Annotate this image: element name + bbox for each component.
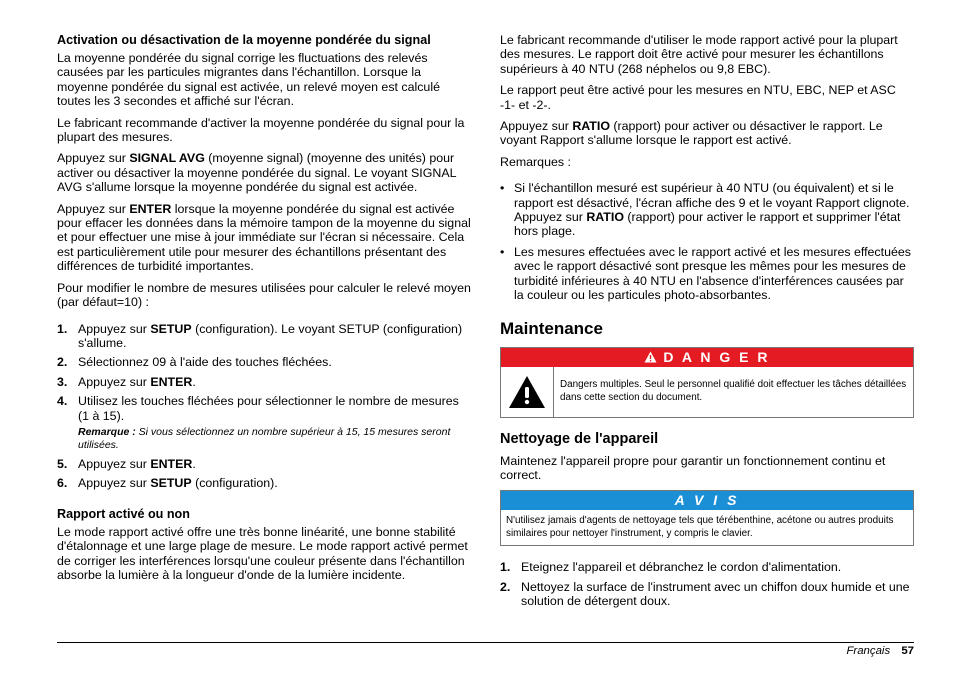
step-number: 2. (57, 355, 68, 370)
notice-box (500, 490, 914, 546)
key-name: ENTER (129, 201, 172, 216)
text: . (192, 374, 196, 389)
step-item (57, 375, 471, 389)
step-item (500, 560, 914, 574)
text: (rapport) pour activer ou désactiver le rapport. Le voyant Rapport s'allume lorsque le rapport est activé. (500, 119, 883, 148)
paragraph: Remarques : (500, 154, 571, 169)
danger-header (501, 348, 913, 367)
section-title-cleaning: Nettoyage de l'appareil (500, 430, 659, 447)
text: (rapport) pour activer le rapport et supprimer l'état hors plage. (514, 210, 901, 239)
paragraph (57, 202, 471, 274)
danger-label: D A N G E R (663, 348, 770, 365)
paragraph (500, 119, 914, 148)
section-title-maintenance: Maintenance (500, 318, 603, 338)
step-item (57, 457, 471, 471)
text: Eteignez l'appareil et débranchez le cordon d'alimentation. (521, 560, 842, 575)
text: Appuyez sur (78, 456, 151, 471)
danger-text: Dangers multiples. Seul le personnel qualifié doit effectuer les tâches détaillées dans cette section du document. (560, 378, 907, 403)
key-name: SETUP (150, 321, 192, 336)
key-name: RATIO (586, 210, 624, 225)
paragraph: Maintenez l'appareil propre pour garantir un fonctionnement continu et correct. (500, 453, 886, 482)
note-text: Si vous sélectionnez un nombre supérieur à 15, 15 mesures seront utilisées. (78, 425, 451, 451)
text: Appuyez sur (78, 476, 151, 491)
footer-divider (57, 642, 914, 643)
right-column (500, 33, 914, 614)
steps-list (57, 322, 471, 491)
step-number: 2. (500, 579, 511, 594)
text: Sélectionnez 09 à l'aide des touches fléchées. (78, 355, 332, 370)
text: Appuyez sur (500, 119, 573, 134)
cleaning-steps-list (500, 560, 914, 608)
step-item (57, 476, 471, 490)
step-item (500, 580, 914, 609)
step-number: 3. (57, 374, 68, 389)
text: Les mesures effectuées avec le rapport activé et les mesures effectuées avec le rapport désactivé sont presque les mêmes pour les mesures de turbidité inférieures à 40 NTU en l'absence d'interférences causées par la couleur ou les particules photo-absorbantes. (514, 244, 911, 303)
notice-text: N'utilisez jamais d'agents de nettoyage tels que térébenthine, acétone ou autres produits similaires pour nettoyer l'instrument, y compris le clavier. (506, 515, 894, 540)
key-name: SETUP (150, 476, 192, 491)
page-number: 57 (901, 645, 914, 657)
key-name: SIGNAL AVG (129, 151, 205, 166)
text: . (192, 456, 196, 471)
paragraph: La moyenne pondérée du signal corrige les fluctuations des relevés causées par les particules migrantes dans l'échantillon. Lorsque la moyenne pondérée du signal est activée, un relevé moyen est calculé toutes les 3 secondes et affiché sur l'écran. (57, 51, 440, 109)
list-item (500, 245, 914, 303)
text: Appuyez sur (57, 151, 130, 166)
step-item (57, 394, 471, 452)
footer-language: Français (846, 645, 891, 657)
step-item (57, 355, 471, 369)
text: (configuration). Le voyant SETUP (configuration) s'allume. (78, 321, 463, 350)
key-name: ENTER (150, 456, 193, 471)
section-title-ratio: Rapport activé ou non (57, 506, 190, 521)
page-footer (846, 644, 914, 658)
paragraph: Le mode rapport activé offre une très bonne linéarité, une bonne stabilité d'étalonnage et une large plage de mesure. Le mode rapport activé permet de corriger les interférences lorsqu'une couleur présente dans l'échantillon absorbe la lumière à la longueur d'onde de la lumière incidente. (57, 524, 468, 582)
warning-triangle-icon (501, 367, 554, 417)
list-item (500, 181, 914, 239)
text: Si l'échantillon mesuré est supérieur à 40 NTU (ou équivalent) et si le rapport est désactivé, l'écran affiche des 9 et le voyant Rapport clignote. Appuyez sur (514, 181, 910, 225)
section-title-signal-average: Activation ou désactivation de la moyenne pondérée du signal (57, 33, 431, 47)
text: (configuration). (191, 476, 278, 491)
danger-box (500, 347, 914, 418)
text: Nettoyez la surface de l'instrument avec un chiffon doux humide et une solution de détergent doux. (521, 579, 910, 609)
step-note (78, 426, 471, 452)
text: Appuyez sur (57, 201, 130, 216)
left-column (57, 33, 471, 589)
bullet: • (500, 244, 505, 259)
text: Utilisez les touches fléchées pour sélectionner le nombre de mesures (1 à 15). (78, 394, 459, 423)
note-label: Remarque : (78, 425, 136, 438)
notice-header: A V I S (501, 491, 913, 510)
key-name: RATIO (572, 119, 610, 134)
step-number: 1. (500, 560, 511, 575)
small-warning-icon (644, 349, 663, 365)
paragraph: Pour modifier le nombre de mesures utilisées pour calculer le relevé moyen (par défaut=10) : (57, 280, 471, 310)
bullet: • (500, 181, 505, 196)
remarks-list (500, 181, 914, 302)
danger-body (501, 367, 913, 417)
paragraph: Le fabricant recommande d'utiliser le mode rapport activé pour la plupart des mesures. Le rapport doit être activé pour mesurer les échantillons supérieurs à 40 NTU (268 néphelos ou 9,8 EBC). (500, 33, 898, 76)
paragraph: Le rapport peut être activé pour les mesures en NTU, EBC, NEP et ASC -1- et -2-. (500, 83, 896, 112)
step-number: 6. (57, 476, 68, 491)
step-number: 5. (57, 456, 68, 471)
key-name: ENTER (150, 374, 193, 389)
paragraph (57, 151, 471, 194)
text: Appuyez sur (78, 374, 151, 389)
text: Appuyez sur (78, 321, 151, 336)
step-number: 1. (57, 321, 68, 336)
step-item (57, 322, 471, 351)
text: lorsque la moyenne pondérée du signal est activée pour effacer les données dans la mémoire tampon de la moyenne du signal et pour effectuer une mise à jour immédiate sur l'écran si nécessaire. Cela est particulièrement utile pour mesurer des échantillons présentant des différences de turbidité importantes. (57, 201, 471, 274)
step-number: 4. (57, 394, 68, 409)
paragraph: Le fabricant recommande d'activer la moyenne pondérée du signal pour la plupart des mesures. (57, 115, 465, 145)
text: (moyenne signal) (moyenne des unités) pour activer ou désactiver la moyenne pondérée du signal. Le voyant SIGNAL AVG s'allume lorsque la moyenne pondérée du signal est activée. (57, 151, 457, 195)
